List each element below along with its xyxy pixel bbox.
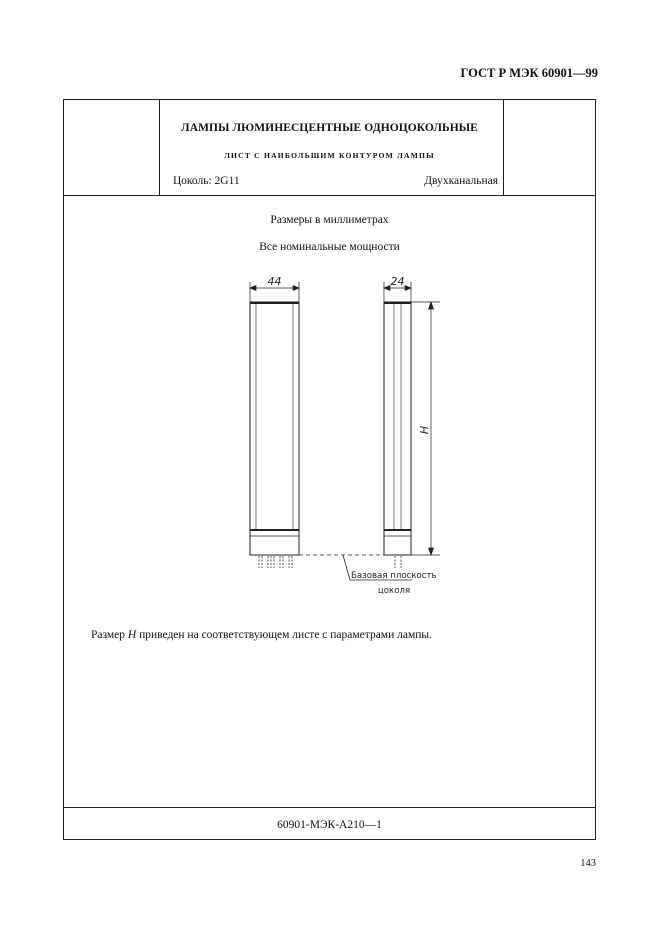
sheet-code: 60901-МЭК-А210—1 [277, 819, 382, 831]
front-width-label: 44 [267, 275, 282, 288]
power-note: Все номинальные мощности [259, 241, 400, 253]
base-type: Цоколь: 2G11 [173, 175, 240, 187]
side-width-label: 24 [390, 275, 405, 288]
page-number: 143 [580, 858, 596, 869]
front-view-lamp [250, 302, 299, 568]
side-view-pins [395, 556, 401, 568]
units-note: Размеры в миллиметрах [270, 214, 389, 226]
height-label: H [418, 425, 431, 435]
dimension-note-prefix: Размер [91, 629, 128, 641]
base-plane-label-line2: цоколя [377, 586, 411, 596]
front-view-pins [259, 556, 292, 568]
sheet-title: ЛАМПЫ ЛЮМИНЕСЦЕНТНЫЕ ОДНОЦОКОЛЬНЫЕ [181, 122, 478, 134]
sheet-subtitle: ЛИСТ С НАИБОЛЬШИМ КОНТУРОМ ЛАМПЫ [224, 151, 435, 160]
document-code: ГОСТ Р МЭК 60901—99 [460, 66, 598, 80]
base-plane-label-line1: Базовая плоскость [351, 571, 437, 581]
dimension-note-text: приведен на соответствующем листе с параметрами лампы. [136, 629, 432, 641]
side-view-lamp [384, 302, 411, 568]
dimension-note-symbol: H [127, 629, 137, 641]
lamp-type: Двухканальная [424, 175, 498, 187]
